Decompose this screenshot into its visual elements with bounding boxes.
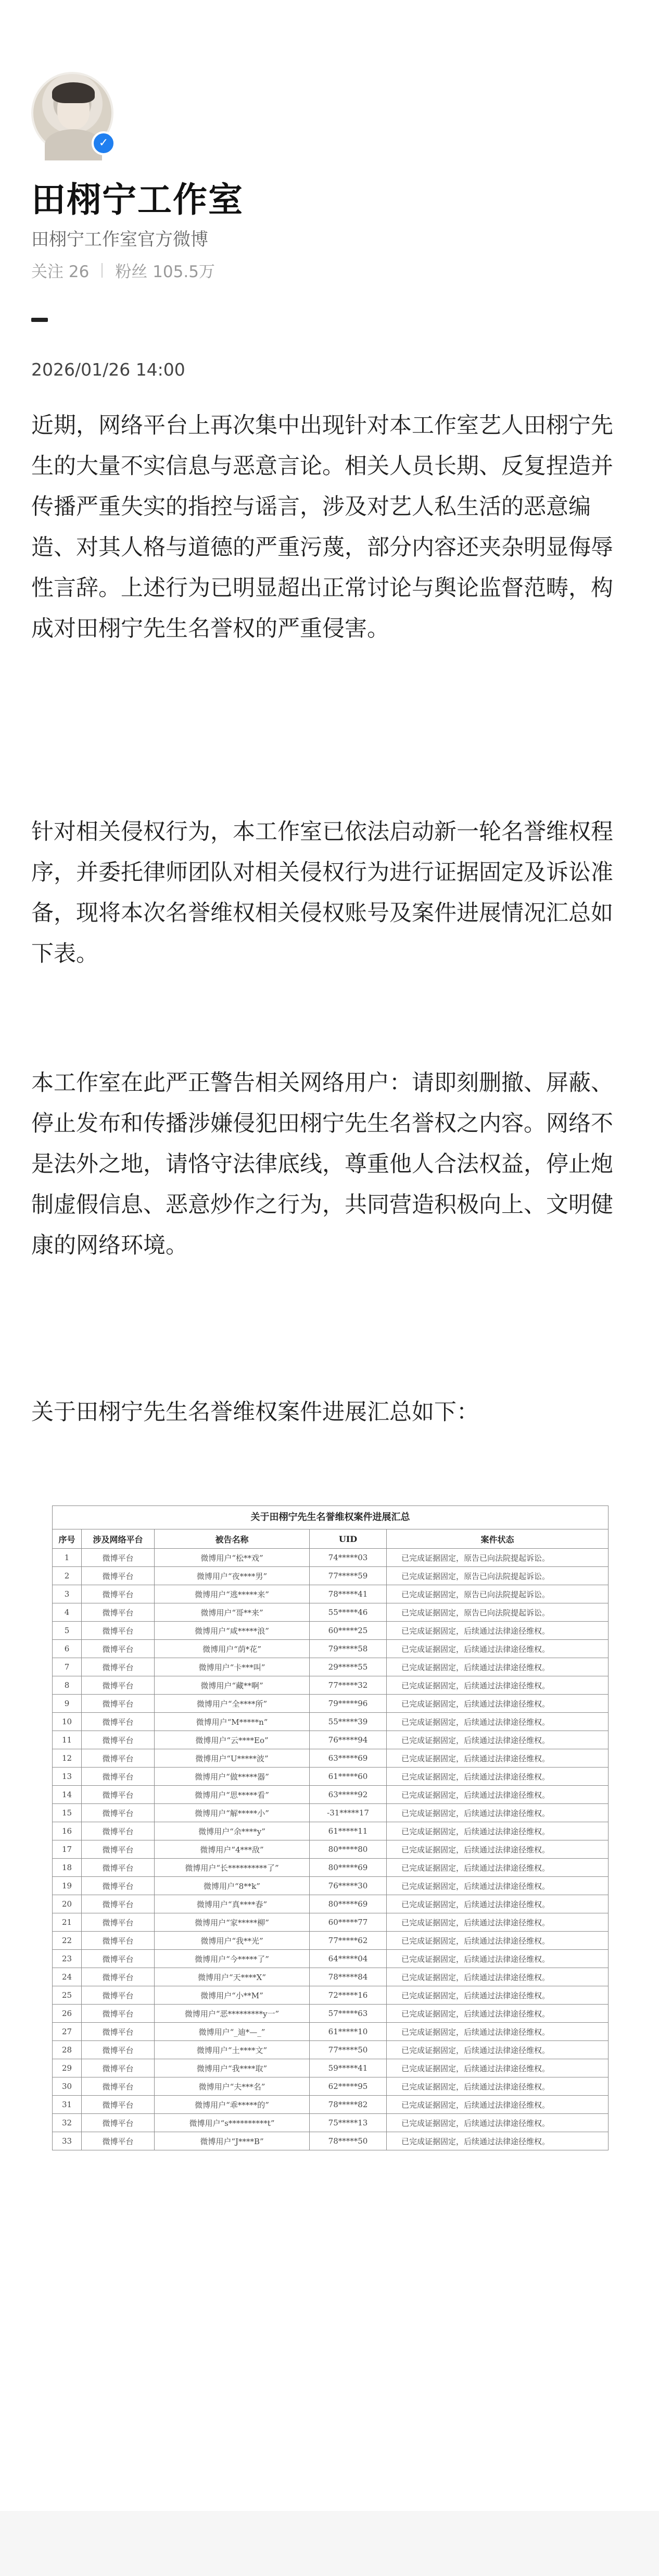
row-index: 9 [53, 1695, 82, 1713]
row-index: 19 [53, 1877, 82, 1895]
row-status: 已完成证据固定，后续通过法律途径维权。 [387, 1986, 609, 2005]
row-status: 已完成证据固定，后续通过法律途径维权。 [387, 2096, 609, 2114]
row-uid: 76*****94 [310, 1731, 387, 1749]
row-platform: 微博平台 [82, 2114, 155, 2132]
table-row [53, 1913, 609, 1932]
row-status: 已完成证据固定，后续通过法律途径维权。 [387, 2132, 609, 2150]
row-platform: 微博平台 [82, 1950, 155, 1968]
table-row [53, 2041, 609, 2059]
row-uid: 59*****41 [310, 2059, 387, 2077]
row-status: 已完成证据固定，后续通过法律途径维权。 [387, 1804, 609, 1822]
row-index: 13 [53, 1768, 82, 1786]
row-status: 已完成证据固定，后续通过法律途径维权。 [387, 1676, 609, 1695]
table-row [53, 1986, 609, 2005]
row-defendant: 微博用户“做*****器” [155, 1768, 310, 1786]
avatar-hair-shape [52, 82, 95, 103]
row-index: 26 [53, 2005, 82, 2023]
row-platform: 微博平台 [82, 1585, 155, 1603]
row-index: 11 [53, 1731, 82, 1749]
row-defendant: 微博用户“夜****男” [155, 1567, 310, 1585]
row-defendant: 微博用户“恶*********y一” [155, 2005, 310, 2023]
row-index: 32 [53, 2114, 82, 2132]
row-defendant: 微博用户“云****Eo” [155, 1731, 310, 1749]
header-defendant: 被告名称 [155, 1529, 310, 1549]
row-defendant: 微博用户“松**戏” [155, 1549, 310, 1567]
table-row [53, 1840, 609, 1859]
row-status: 已完成证据固定，后续通过法律途径维权。 [387, 1895, 609, 1913]
row-status: 已完成证据固定，后续通过法律途径维权。 [387, 1950, 609, 1968]
row-uid: 63*****92 [310, 1786, 387, 1804]
row-index: 5 [53, 1622, 82, 1640]
row-status: 已完成证据固定，后续通过法律途径维权。 [387, 1968, 609, 1986]
row-uid: 29*****55 [310, 1658, 387, 1676]
table-row [53, 1549, 609, 1567]
row-defendant: 微博用户“_迪*—_” [155, 2023, 310, 2041]
header-uid: UID [310, 1529, 387, 1549]
row-index: 31 [53, 2096, 82, 2114]
row-uid: 78*****50 [310, 2132, 387, 2150]
table-row [53, 2132, 609, 2150]
row-index: 25 [53, 1986, 82, 2005]
profile-description: 田栩宁工作室官方微博 [31, 229, 208, 250]
row-status: 已完成证据固定，后续通过法律途径维权。 [387, 1877, 609, 1895]
row-defendant: 微博用户“M*****n” [155, 1713, 310, 1731]
row-index: 14 [53, 1786, 82, 1804]
table-row [53, 1786, 609, 1804]
row-status: 已完成证据固定，后续通过法律途径维权。 [387, 1768, 609, 1786]
profile-name[interactable]: 田栩宁工作室 [31, 180, 244, 220]
row-platform: 微博平台 [82, 1877, 155, 1895]
row-status: 已完成证据固定，原告已向法院提起诉讼。 [387, 1567, 609, 1585]
row-defendant: 微博用户“全****所” [155, 1695, 310, 1713]
row-defendant: 微博用户“我****取” [155, 2059, 310, 2077]
case-progress-table [52, 1505, 609, 2150]
row-platform: 微博平台 [82, 1768, 155, 1786]
followers-label: 粉丝 [115, 263, 148, 281]
table-row [53, 2023, 609, 2041]
row-platform: 微博平台 [82, 2005, 155, 2023]
row-defendant: 微博用户“我**光” [155, 1932, 310, 1950]
row-index: 22 [53, 1932, 82, 1950]
row-uid: 76*****30 [310, 1877, 387, 1895]
row-uid: 75*****13 [310, 2114, 387, 2132]
table-row [53, 2114, 609, 2132]
row-platform: 微博平台 [82, 1986, 155, 2005]
row-defendant: 微博用户“4***敌” [155, 1840, 310, 1859]
table-row [53, 1749, 609, 1768]
row-uid: 55*****39 [310, 1713, 387, 1731]
row-status: 已完成证据固定，原告已向法院提起诉讼。 [387, 1549, 609, 1567]
row-uid: 80*****80 [310, 1840, 387, 1859]
row-platform: 微博平台 [82, 1840, 155, 1859]
row-defendant: 微博用户“J****B” [155, 2132, 310, 2150]
row-uid: 80*****69 [310, 1895, 387, 1913]
row-platform: 微博平台 [82, 1932, 155, 1950]
row-uid: 74*****03 [310, 1549, 387, 1567]
section-divider [31, 318, 48, 322]
table-row [53, 2096, 609, 2114]
table-row [53, 1658, 609, 1676]
row-index: 24 [53, 1968, 82, 1986]
row-uid: 77*****50 [310, 2041, 387, 2059]
row-status: 已完成证据固定，后续通过法律途径维权。 [387, 2041, 609, 2059]
row-defendant: 微博用户“余****y” [155, 1822, 310, 1840]
profile-stats [31, 258, 215, 282]
row-defendant: 微博用户“s**********t” [155, 2114, 310, 2132]
table-title: 关于田栩宁先生名誉维权案件进展汇总 [52, 1505, 609, 1529]
row-index: 4 [53, 1603, 82, 1622]
row-index: 1 [53, 1549, 82, 1567]
row-defendant: 微博用户“今*****了” [155, 1950, 310, 1968]
row-uid: 61*****10 [310, 2023, 387, 2041]
row-platform: 微博平台 [82, 1676, 155, 1695]
row-uid: 77*****62 [310, 1932, 387, 1950]
row-status: 已完成证据固定，后续通过法律途径维权。 [387, 1840, 609, 1859]
table-row [53, 2005, 609, 2023]
row-index: 7 [53, 1658, 82, 1676]
table-row [53, 1567, 609, 1585]
table-row [53, 1859, 609, 1877]
row-platform: 微博平台 [82, 2041, 155, 2059]
following-label: 关注 [31, 263, 64, 281]
row-platform: 微博平台 [82, 1549, 155, 1567]
row-index: 28 [53, 2041, 82, 2059]
row-index: 20 [53, 1895, 82, 1913]
row-defendant: 微博用户“真****春” [155, 1895, 310, 1913]
header-index: 序号 [53, 1529, 82, 1549]
row-index: 23 [53, 1950, 82, 1968]
followers-count: 105.5万 [153, 263, 215, 281]
row-defendant: 微博用户“咸*****浪” [155, 1622, 310, 1640]
row-defendant: 微博用户“天****X” [155, 1968, 310, 1986]
table-row [53, 2077, 609, 2096]
post-paragraph: 关于田栩宁先生名誉维权案件进展汇总如下： [31, 1399, 479, 1425]
row-index: 33 [53, 2132, 82, 2150]
header-status: 案件状态 [387, 1529, 609, 1549]
table-header-row [53, 1529, 609, 1549]
row-platform: 微博平台 [82, 1713, 155, 1731]
row-uid: 79*****96 [310, 1695, 387, 1713]
row-status: 已完成证据固定，后续通过法律途径维权。 [387, 2114, 609, 2132]
row-uid: 78*****84 [310, 1968, 387, 1986]
table-row [53, 1822, 609, 1840]
row-defendant: 微博用户“8**k” [155, 1877, 310, 1895]
row-platform: 微博平台 [82, 2096, 155, 2114]
row-defendant: 微博用户“小**M” [155, 1986, 310, 2005]
row-defendant: 微博用户“逃*****来” [155, 1585, 310, 1603]
table-row [53, 1968, 609, 1986]
row-uid: 55*****46 [310, 1603, 387, 1622]
row-index: 17 [53, 1840, 82, 1859]
table-row [53, 1768, 609, 1786]
row-status: 已完成证据固定，后续通过法律途径维权。 [387, 1695, 609, 1713]
row-status: 已完成证据固定，后续通过法律途径维权。 [387, 1913, 609, 1932]
row-defendant: 微博用户“哥**来” [155, 1603, 310, 1622]
row-uid: -31*****17 [310, 1804, 387, 1822]
row-platform: 微博平台 [82, 1567, 155, 1585]
row-uid: 80*****69 [310, 1859, 387, 1877]
row-platform: 微博平台 [82, 1658, 155, 1676]
row-defendant: 微博用户“U*****波” [155, 1749, 310, 1768]
row-uid: 60*****25 [310, 1622, 387, 1640]
row-index: 12 [53, 1749, 82, 1768]
row-index: 18 [53, 1859, 82, 1877]
row-status: 已完成证据固定，原告已向法院提起诉讼。 [387, 1585, 609, 1603]
row-defendant: 微博用户“长**********了” [155, 1859, 310, 1877]
row-uid: 77*****59 [310, 1567, 387, 1585]
row-index: 3 [53, 1585, 82, 1603]
row-status: 已完成证据固定，后续通过法律途径维权。 [387, 1731, 609, 1749]
row-uid: 61*****11 [310, 1822, 387, 1840]
row-status: 已完成证据固定，后续通过法律途径维权。 [387, 1822, 609, 1840]
row-platform: 微博平台 [82, 1640, 155, 1658]
row-platform: 微博平台 [82, 1786, 155, 1804]
row-platform: 微博平台 [82, 2023, 155, 2041]
row-status: 已完成证据固定，后续通过法律途径维权。 [387, 1713, 609, 1731]
row-platform: 微博平台 [82, 1895, 155, 1913]
row-status: 已完成证据固定，原告已向法院提起诉讼。 [387, 1603, 609, 1622]
case-progress-image[interactable] [52, 1505, 608, 2150]
row-uid: 57*****63 [310, 2005, 387, 2023]
row-status: 已完成证据固定，后续通过法律途径维权。 [387, 2005, 609, 2023]
row-defendant: 微博用户“思*****看” [155, 1786, 310, 1804]
post-date: 2026/01/26 14:00 [31, 359, 185, 380]
row-status: 已完成证据固定，后续通过法律途径维权。 [387, 2023, 609, 2041]
row-platform: 微博平台 [82, 2059, 155, 2077]
row-defendant: 微博用户“乖*****的” [155, 2096, 310, 2114]
followers-stat[interactable] [115, 258, 215, 282]
row-platform: 微博平台 [82, 2132, 155, 2150]
row-platform: 微博平台 [82, 1822, 155, 1840]
header-platform: 涉及网络平台 [82, 1529, 155, 1549]
row-index: 8 [53, 1676, 82, 1695]
row-status: 已完成证据固定，后续通过法律途径维权。 [387, 1749, 609, 1768]
row-defendant: 微博用户“夫***名” [155, 2077, 310, 2096]
row-uid: 72*****16 [310, 1986, 387, 2005]
row-index: 2 [53, 1567, 82, 1585]
row-uid: 78*****82 [310, 2096, 387, 2114]
row-defendant: 微博用户“解*****小” [155, 1804, 310, 1822]
table-row [53, 1932, 609, 1950]
row-status: 已完成证据固定，后续通过法律途径维权。 [387, 1640, 609, 1658]
row-index: 16 [53, 1822, 82, 1840]
table-row [53, 1895, 609, 1913]
row-uid: 63*****69 [310, 1749, 387, 1768]
stats-divider [102, 263, 103, 278]
row-index: 29 [53, 2059, 82, 2077]
table-row [53, 1713, 609, 1731]
post-paragraph: 近期，网络平台上再次集中出现针对本工作室艺人田栩宁先生的大量不实信息与恶意言论。相关人员长期、反复捏造并传播严重失实的指控与谣言，涉及对艺人私生活的恶意编造、对其人格与道德的严重污蔑，部分内容还夹杂明显侮辱性言辞。上述行为已明显超出正常讨论与舆论监督范畴，构成对田栩宁先生名誉权的严重侵害。 [31, 413, 613, 642]
row-platform: 微博平台 [82, 1804, 155, 1822]
row-platform: 微博平台 [82, 1913, 155, 1932]
row-status: 已完成证据固定，后续通过法律途径维权。 [387, 1859, 609, 1877]
row-index: 30 [53, 2077, 82, 2096]
row-uid: 79*****58 [310, 1640, 387, 1658]
table-row [53, 2059, 609, 2077]
row-platform: 微博平台 [82, 1968, 155, 1986]
post-paragraph: 针对相关侵权行为，本工作室已依法启动新一轮名誉维权程序，并委托律师团队对相关侵权行为进行证据固定及诉讼准备，现将本次名誉维权相关侵权账号及案件进展情况汇总如下表。 [31, 819, 613, 967]
row-defendant: 微博用户“藏**啊” [155, 1676, 310, 1695]
row-index: 21 [53, 1913, 82, 1932]
table-row [53, 1950, 609, 1968]
row-uid: 60*****77 [310, 1913, 387, 1932]
row-index: 15 [53, 1804, 82, 1822]
row-index: 10 [53, 1713, 82, 1731]
table-row [53, 1877, 609, 1895]
table-row [53, 1695, 609, 1713]
following-stat[interactable] [31, 258, 89, 282]
row-platform: 微博平台 [82, 2077, 155, 2096]
row-platform: 微博平台 [82, 1695, 155, 1713]
row-defendant: 微博用户“土****文” [155, 2041, 310, 2059]
row-platform: 微博平台 [82, 1603, 155, 1622]
following-count: 26 [68, 263, 90, 281]
row-platform: 微博平台 [82, 1749, 155, 1768]
row-uid: 61*****60 [310, 1768, 387, 1786]
row-uid: 77*****32 [310, 1676, 387, 1695]
table-row [53, 1585, 609, 1603]
row-platform: 微博平台 [82, 1859, 155, 1877]
row-status: 已完成证据固定，后续通过法律途径维权。 [387, 1622, 609, 1640]
verified-badge-icon: ✓ [92, 131, 116, 155]
table-row [53, 1804, 609, 1822]
row-status: 已完成证据固定，后续通过法律途径维权。 [387, 1932, 609, 1950]
bottom-bar [0, 2511, 659, 2576]
row-index: 27 [53, 2023, 82, 2041]
row-defendant: 微博用户“卡***叫” [155, 1658, 310, 1676]
row-status: 已完成证据固定，后续通过法律途径维权。 [387, 2077, 609, 2096]
table-row [53, 1622, 609, 1640]
row-status: 已完成证据固定，后续通过法律途径维权。 [387, 1786, 609, 1804]
row-platform: 微博平台 [82, 1622, 155, 1640]
post-paragraph: 本工作室在此严正警告相关网络用户：请即刻删撤、屏蔽、停止发布和传播涉嫌侵犯田栩宁先生名誉权之内容。网络不是法外之地，请恪守法律底线，尊重他人合法权益，停止炮制虚假信息、恶意炒作之行为，共同营造积极向上、文明健康的网络环境。 [31, 1070, 613, 1259]
row-uid: 62*****95 [310, 2077, 387, 2096]
table-row [53, 1731, 609, 1749]
row-uid: 78*****41 [310, 1585, 387, 1603]
row-status: 已完成证据固定，后续通过法律途径维权。 [387, 2059, 609, 2077]
table-row [53, 1640, 609, 1658]
table-row [53, 1603, 609, 1622]
row-status: 已完成证据固定，后续通过法律途径维权。 [387, 1658, 609, 1676]
row-defendant: 微博用户“家*****柳” [155, 1913, 310, 1932]
row-platform: 微博平台 [82, 1731, 155, 1749]
row-uid: 64*****04 [310, 1950, 387, 1968]
row-index: 6 [53, 1640, 82, 1658]
table-row [53, 1676, 609, 1695]
row-defendant: 微博用户“荫*花” [155, 1640, 310, 1658]
